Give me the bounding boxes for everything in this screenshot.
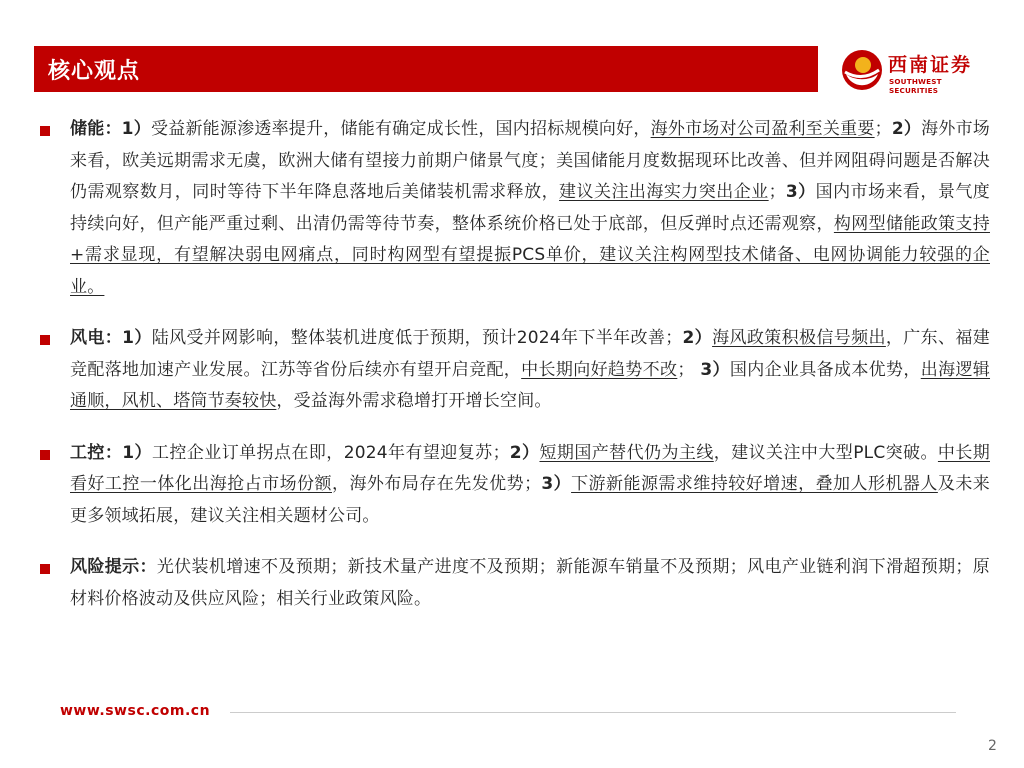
bold-label: 风电：1） — [70, 328, 152, 348]
bold-label: 3） — [541, 474, 572, 494]
body-text: ； — [677, 359, 701, 380]
highlighted-text: 中长期看好工控一体化出海抢占市场份额 — [70, 442, 990, 494]
logo-name-en: SOUTHWEST SECURITIES — [889, 77, 942, 95]
highlighted-text: 中长期向好趋势不改 — [521, 359, 678, 380]
bullet-square-icon — [40, 335, 50, 345]
body-text: 受益新能源渗透率提升，储能有确定成长性，国内招标规模向好， — [150, 119, 651, 139]
page-number: 2 — [988, 738, 997, 754]
highlighted-text: 构网型储能政策支持+需求显现，有望解决弱电网痛点，同时构网型有望提振PCS单价，建议关注构网型技术储备、电网协调能力较强的企业。 — [70, 213, 990, 297]
page-title: 核心观点 — [48, 59, 141, 84]
highlighted-text: 海风政策积极信号频出 — [712, 328, 886, 348]
section-wind-power — [40, 323, 990, 418]
body-text: 工控企业订单拐点在即，2024年有望迎复苏； — [151, 442, 510, 463]
logo-emblem-icon — [840, 48, 884, 92]
highlighted-text: 出海逻辑通顺，风机、塔筒节奏较快 — [70, 359, 991, 411]
body-text: ，建议关注中大型PLC突破。 — [713, 442, 938, 463]
highlighted-text: 海外市场对公司盈利至关重要 — [650, 119, 875, 139]
section-risk-warning — [40, 552, 990, 615]
bold-label: 3） — [785, 182, 816, 202]
body-text: 陆风受并网影响，整体装机进度低于预期，预计2024年下半年改善； — [151, 328, 683, 348]
section-energy-storage — [40, 114, 990, 303]
paragraph-text — [70, 114, 990, 303]
paragraph-text — [70, 323, 990, 418]
highlighted-text: 下游新能源需求维持较好增速，叠加人形机器人 — [571, 474, 938, 494]
body-text: 国内企业具备成本优势， — [729, 359, 921, 380]
body-text: 及未来更多领域拓展，建议关注相关题材公司。 — [70, 474, 990, 526]
bold-label: 工控：1） — [70, 442, 152, 463]
body-text: ，受益海外需求稳增打开增长空间。 — [276, 391, 552, 411]
body-text: ，海外布局存在先发优势； — [331, 474, 542, 494]
footer-divider — [230, 712, 956, 713]
highlighted-text: 建议关注出海实力突出企业 — [559, 182, 769, 202]
footer-url: www.swsc.com.cn — [60, 703, 211, 719]
bold-label: 2） — [891, 119, 922, 139]
bold-label: 2） — [509, 442, 540, 463]
bold-label: 3） — [700, 359, 730, 380]
body-text: 海外市场来看，欧美远期需求无虞，欧洲大储有望接力前期户储景气度；美国储能月度数据现环比改善、但并网阻碍问题是否解决仍需观察数月，同时等待下半年降息落地后美储装机需求释放， — [70, 119, 990, 202]
bullet-square-icon — [40, 564, 50, 574]
highlighted-text: 短期国产替代仍为主线 — [539, 442, 714, 463]
paragraph-text — [70, 438, 990, 533]
bold-label: 风险提示： — [70, 557, 157, 577]
title-bar — [34, 46, 818, 92]
bullet-square-icon — [40, 126, 50, 136]
body-text: ，广东、福建竞配落地加速产业发展。江苏等省份后续亦有望开启竞配， — [70, 328, 990, 380]
body-text: 光伏装机增速不及预期；新技术量产进度不及预期；新能源车销量不及预期；风电产业链利润下滑超预期；原材料价格波动及供应风险；相关行业政策风险。 — [70, 557, 990, 609]
body-text: 国内市场来看，景气度持续向好，但产能严重过剩、出清仍需等待节奏，整体系统价格已处于底部，但反弹时点还需观察， — [70, 182, 990, 234]
paragraph-text — [70, 552, 990, 615]
company-logo — [840, 48, 990, 95]
bullet-square-icon — [40, 450, 50, 460]
logo-name-cn: 西南证券 — [888, 54, 973, 76]
body-text: ； — [768, 182, 786, 202]
content-body — [40, 114, 990, 635]
bold-label: 储能：1） — [70, 119, 151, 139]
bold-label: 2） — [682, 328, 713, 348]
body-text: ； — [874, 119, 892, 139]
section-industrial-control — [40, 438, 990, 533]
